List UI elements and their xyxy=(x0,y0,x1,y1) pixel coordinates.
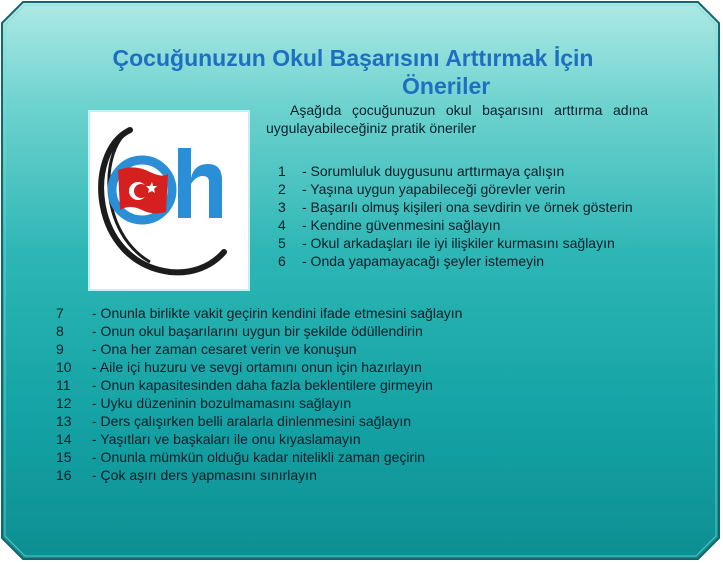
list-item-text: - Ona her zaman cesaret verin ve konuşun xyxy=(92,341,357,357)
list-item-number: 15 xyxy=(56,449,72,465)
list-item-text: - Onun kapasitesinden daha fazla beklentilere girmeyin xyxy=(92,377,433,393)
list-item-text: - Ders çalışırken belli aralarla dinlenmesini sağlayın xyxy=(92,413,412,429)
logo-image xyxy=(90,112,248,289)
list-item-number: 16 xyxy=(56,467,72,483)
list-item xyxy=(56,394,576,412)
list-item-number: 2 xyxy=(278,181,286,197)
list-item-number: 6 xyxy=(278,253,286,269)
list-item-text: - Yaşıtları ve başkaları ile onu kıyaslamayın xyxy=(92,431,361,447)
list-item-text: - Onda yapamayacağı şeyler istemeyin xyxy=(302,253,544,269)
list-item-text: - Kendine güvenmesini sağlayın xyxy=(302,217,501,233)
list-item-text: - Onunla mümkün olduğu kadar nitelikli zaman geçirin xyxy=(92,449,426,465)
list-item xyxy=(266,198,648,216)
list-item xyxy=(56,376,576,394)
list-item xyxy=(56,430,576,448)
list-item xyxy=(266,252,648,270)
list-item-text: - Yaşına uygun yapabileceği görevler verin xyxy=(302,181,566,197)
page-title-line-1: Çocuğunuzun Okul Başarısını Arttırmak İçin xyxy=(112,45,594,71)
list-item xyxy=(56,304,576,322)
list-item-text: - Çok aşırı ders yapmasını sınırlayın xyxy=(92,467,317,483)
list-item-number: 10 xyxy=(56,359,72,375)
list-item-number: 13 xyxy=(56,413,72,429)
list-item-number: 7 xyxy=(56,305,64,321)
list-item-number: 1 xyxy=(278,163,286,179)
page-title-line-2: Öneriler xyxy=(402,73,491,99)
recommendation-list-left xyxy=(56,304,576,484)
list-item xyxy=(266,180,648,198)
list-item-text: - Onun okul başarılarını uygun bir şekilde ödüllendirin xyxy=(92,323,423,339)
list-item-number: 9 xyxy=(56,341,64,357)
recommendation-list-right xyxy=(266,162,648,270)
list-item-text: - Aile içi huzuru ve sevgi ortamını onun için hazırlayın xyxy=(92,359,422,375)
list-item-number: 3 xyxy=(278,199,286,215)
list-item-text: - Başarılı olmuş kişileri ona sevdirin ve örnek gösterin xyxy=(302,199,633,215)
list-item-number: 12 xyxy=(56,395,72,411)
list-item-text: - Uyku düzeninin bozulmamasını sağlayın xyxy=(92,395,352,411)
list-item-number: 5 xyxy=(278,235,286,251)
list-item-text: - Sorumluluk duygusunu arttırmaya çalışın xyxy=(302,163,565,179)
oh-logo-icon xyxy=(90,112,248,289)
list-item-number: 4 xyxy=(278,217,286,233)
list-item-number: 14 xyxy=(56,431,72,447)
list-item xyxy=(266,216,648,234)
intro-paragraph: Aşağıda çocuğunuzun okul başarısını arttırma adına uygulayabileceğiniz pratik öneriler xyxy=(266,102,648,136)
list-item xyxy=(266,162,648,180)
list-item-number: 11 xyxy=(56,377,71,393)
list-item xyxy=(56,340,576,358)
list-item xyxy=(56,466,576,484)
list-item xyxy=(56,412,576,430)
list-item-text: - Okul arkadaşları ile iyi ilişkiler kurmasını sağlayın xyxy=(302,235,615,251)
list-item xyxy=(56,448,576,466)
list-item-number: 8 xyxy=(56,323,64,339)
list-item xyxy=(266,234,648,252)
list-item-text: - Onunla birlikte vakit geçirin kendini ifade etmesini sağlayın xyxy=(92,305,463,321)
list-item xyxy=(56,322,576,340)
list-item xyxy=(56,358,576,376)
